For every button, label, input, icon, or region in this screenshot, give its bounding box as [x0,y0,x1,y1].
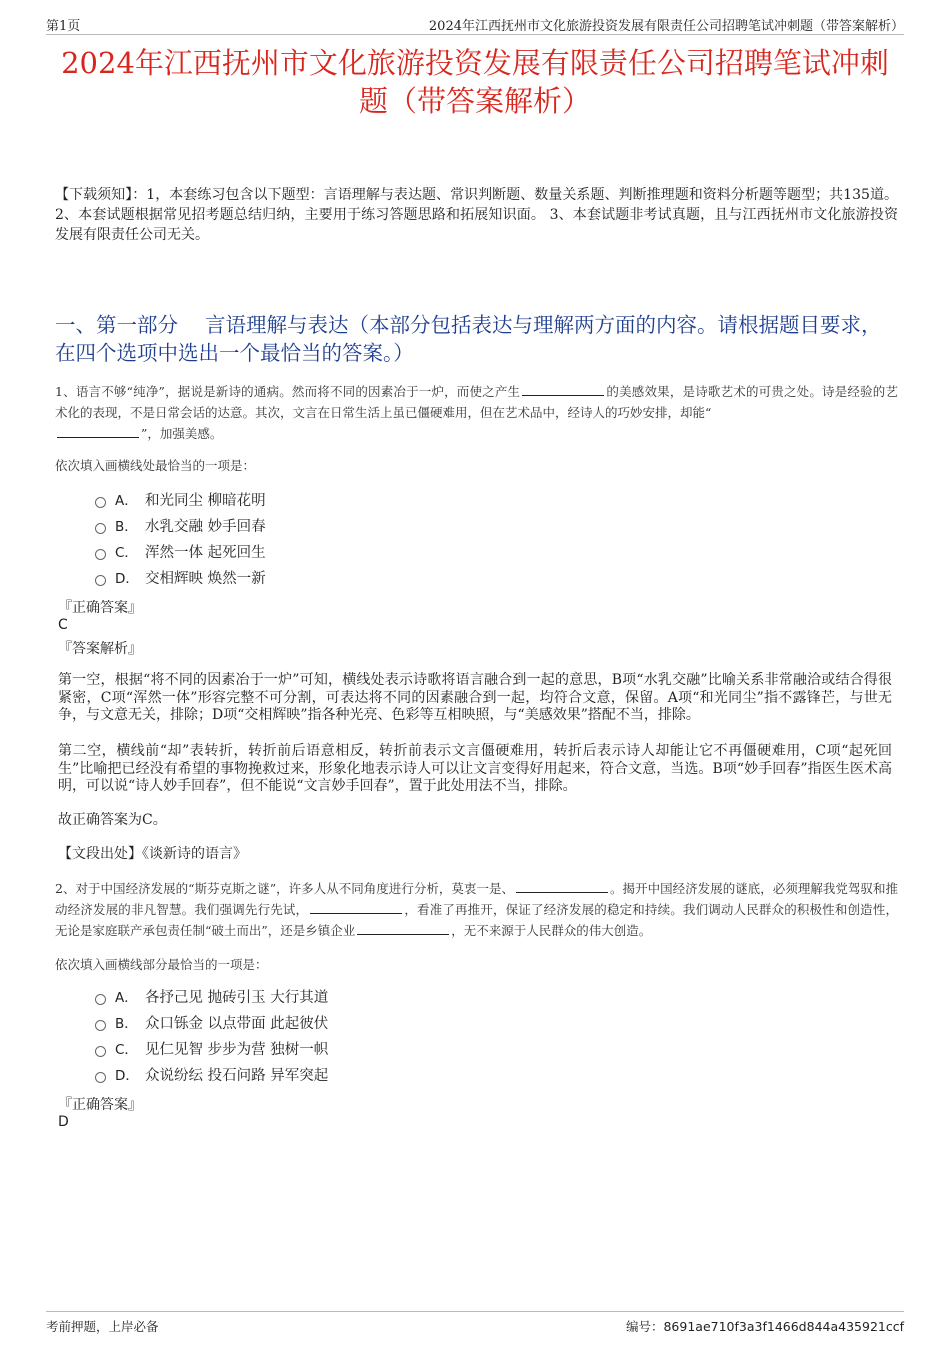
page-number: 第1页 [46,19,81,34]
document-title: 2024年江西抚州市文化旅游投资发展有限责任公司招聘笔试冲刺题（带答案解析） [61,46,889,118]
question-2-text-d: ，无不来源于人民群众的伟大创造。 [451,923,652,938]
correct-answer: C [58,617,68,633]
radio-icon[interactable] [95,994,106,1005]
blank-line [57,425,139,438]
radio-icon[interactable] [95,549,106,560]
download-notice: 【下载须知】：1，本套练习包含以下题型：言语理解与表达题、常识判断题、数量关系题、判断推理题和资料分析题等题型；共135道。 2、本套试题根据常见招考题总结归纳，主要用于练习答题思路和拓展知识面。 3、本套试题非考试真题，且与江西抚州市文化旅游投资发展有限责任公司无关。 [55,187,898,243]
blank-line [310,901,402,914]
analysis-paragraph-1: 第一空，根据“将不同的因素冶于一炉”可知，横线处表示诗歌将语言融合到一起的意思，B项“水乳交融”比喻关系非常融洽或结合得很紧密，C项“浑然一体”形容完整不可分割，可表达将不同的因素融合到一起，均符合文意，保留。A项“和光同尘”指不露锋芒，与世无争，与文意无关，排除；D项“交相辉映”指各种光亮、色彩等互相映照，与“美感效果”搭配不当，排除。 [58,672,892,723]
question-1-text-c: ”，加强美感。 [141,426,223,441]
correct-answer-label: 『正确答案』 [58,1097,142,1113]
question-1-text-b: 的美感效果，是诗歌艺术的可贵之处。诗是经验的艺术化的表现，不是日常会话的达意。其次，文言在日常生活上虽已僵硬难用，但在艺术品中，经诗人的巧妙安排，却能“ [55,384,898,420]
radio-icon[interactable] [95,523,106,534]
page-footer [46,1311,904,1336]
question-2-text-a: 2、对于中国经济发展的“斯芬克斯之谜”，许多人从不同角度进行分析，莫衷一是、 [55,881,515,896]
radio-icon[interactable] [95,1046,106,1057]
question-1-text-a: 1、语言不够“纯净”，据说是新诗的通病。然而将不同的因素冶于一炉，而使之产生 [55,384,521,399]
correct-answer-label: 『正确答案』 [58,600,142,616]
section-heading: 一、第一部分 言语理解与表达（本部分包括表达与理解两方面的内容。请根据题目要求，在四个选项中选出一个最恰当的答案。） [55,313,882,365]
code-value: 8691ae710f3a3f1466d844a435921ccf [663,1319,904,1334]
question-2-text-b: 。揭开中国经济发展的谜底，必须理解我党驾驭和推动经济发展的非凡智慧。我们强调先行先试， [55,881,898,917]
header-doc-title: 2024年江西抚州市文化旅游投资发展有限责任公司招聘笔试冲刺题（带答案解析） [428,19,904,34]
blank-line [522,383,604,396]
document-code [626,1317,904,1335]
analysis-label: 『答案解析』 [58,641,142,657]
blank-line [357,922,449,935]
correct-answer: D [58,1114,69,1130]
text-source: 【文段出处】《谈新诗的语言》 [58,846,247,862]
footer-slogan: 考前押题，上岸必备 [46,1319,159,1334]
code-label: 编号： [625,1319,664,1334]
question-2-text-c: ，看准了再推开，保证了经济发展的稳定和持续。我们调动人民群众的积极性和创造性，无论是家庭联产承包责任制“破土而出”，还是乡镇企业 [55,902,898,938]
page-header [46,12,904,35]
question-2-stem [55,878,898,941]
radio-icon[interactable] [95,1072,106,1083]
blank-line [516,880,608,893]
question-1-stem [55,381,898,444]
radio-icon[interactable] [95,497,106,508]
radio-icon[interactable] [95,575,106,586]
radio-icon[interactable] [95,1020,106,1031]
analysis-conclusion: 故正确答案为C。 [58,812,167,828]
question-2-prompt: 依次填入画横线部分最恰当的一项是： [55,957,268,972]
question-1-prompt: 依次填入画横线处最恰当的一项是： [55,458,256,473]
analysis-paragraph-2: 第二空，横线前“却”表转折，转折前后语意相反，转折前表示文言僵硬难用，转折后表示诗人却能让它不再僵硬难用，C项“起死回生”比喻把已经没有希望的事物挽救过来，形象化地表示诗人可以让文言变得好用起来，符合文意，当选。B项“妙手回春”指医生医术高明，可以说“诗人妙手回春”，但不能说“文言妙手回春”，置于此处用法不当，排除。 [58,743,892,794]
